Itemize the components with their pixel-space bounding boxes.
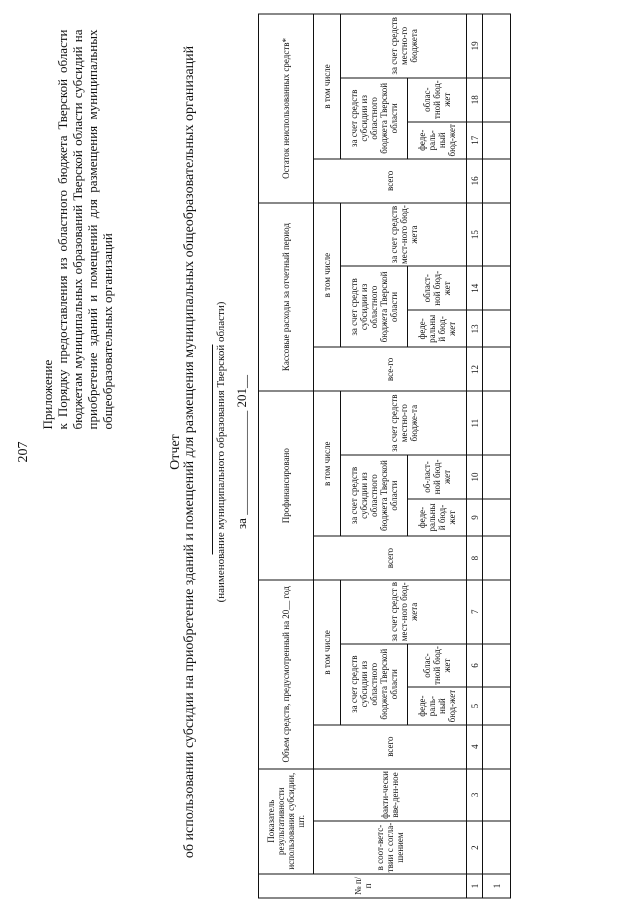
header-remainder-subsidy: за счет средств субсидии из областного бюджета Тверской области <box>341 78 408 159</box>
column-number: 4 <box>467 725 483 769</box>
header-expenses-subsidy: за счет средств субсидии из областного бюджета Тверской области <box>341 266 408 347</box>
report-subtitle: об использовании субсидии на приобретение зданий и помещений для размещения муниципальных общеобразовательных организаций <box>182 45 197 859</box>
row-number: 1 <box>483 874 511 898</box>
column-number: 18 <box>467 78 483 122</box>
header-expenses-federal: феде-ральны й бюд-жет <box>408 310 467 347</box>
municipality-caption: (наименование муниципального образования Тверской области) <box>215 301 227 603</box>
column-number: 17 <box>467 122 483 159</box>
header-volume-subsidy: за счет средств субсидии из областного бюджета Тверской области <box>341 644 408 725</box>
report-table <box>258 14 511 899</box>
column-number: 7 <box>467 580 483 644</box>
header-remainder-local: за счет средств местно-го бюджета <box>341 14 467 78</box>
header-volume-local: за счет средст в мест-ного бюд-жета <box>341 580 467 644</box>
column-number: 16 <box>467 159 483 203</box>
header-expenses-total: все-го <box>314 348 467 392</box>
data-cell <box>483 725 511 769</box>
column-number-row <box>467 14 483 898</box>
data-cell <box>483 203 511 267</box>
header-expenses-incl: в том числе <box>314 203 341 348</box>
data-cell <box>483 266 511 310</box>
column-number: 11 <box>467 391 483 455</box>
column-number: 1 <box>467 874 483 898</box>
data-cell <box>483 536 511 580</box>
header-remainder-regional: облас-тной бюд-жет <box>408 78 467 122</box>
data-cell <box>483 122 511 159</box>
header-remainder: Остаток неиспользованных средств* <box>259 14 314 203</box>
header-remainder-federal: феде-раль-ный бюд-жет <box>408 122 467 159</box>
data-cell <box>483 348 511 392</box>
header-financed-federal: феде-ральны й бюд-жет <box>408 499 467 536</box>
header-indicator: Показатель результативности использования субсидии, шт. <box>259 769 314 874</box>
municipality-fill-line <box>212 345 213 555</box>
data-cell <box>483 687 511 724</box>
report-period: за ________________ 201__ <box>234 375 249 529</box>
header-remainder-total: всего <box>314 159 467 203</box>
data-cell <box>483 580 511 644</box>
column-number: 5 <box>467 687 483 724</box>
column-number: 3 <box>467 769 483 822</box>
column-number: 12 <box>467 348 483 392</box>
header-expenses: Кассовые расходы за отчетный период <box>259 203 314 392</box>
header-financed-regional: об-ласт-ной бюд-жет <box>408 455 467 499</box>
column-number: 15 <box>467 203 483 267</box>
column-number: 9 <box>467 499 483 536</box>
header-financed: Профинансировано <box>259 391 314 580</box>
data-cell <box>483 499 511 536</box>
header-financed-local: за счет средств местно-го бюдже-та <box>341 391 467 455</box>
data-cell <box>483 14 511 78</box>
column-number: 14 <box>467 266 483 310</box>
header-expenses-local: за счет средств мест-ного бюд-жета <box>341 203 467 267</box>
report-title: Отчет <box>168 434 183 470</box>
column-number: 10 <box>467 455 483 499</box>
header-volume-incl: в том числе <box>314 580 341 725</box>
table-row <box>483 14 511 898</box>
data-cell <box>483 78 511 122</box>
header-remainder-incl: в том числе <box>314 14 341 159</box>
header-volume-federal: феде-раль-ный бюд-жет <box>408 687 467 724</box>
appendix-block <box>40 30 115 430</box>
header-financed-subsidy: за счет средств субсидии из областного бюджета Тверской области <box>341 455 408 536</box>
data-cell <box>483 310 511 347</box>
header-financed-total: всего <box>314 536 467 580</box>
data-cell <box>483 391 511 455</box>
column-number: 8 <box>467 536 483 580</box>
header-volume-regional: облас-тной бюд-жет <box>408 644 467 688</box>
column-number: 2 <box>467 821 483 874</box>
column-number: 6 <box>467 644 483 688</box>
data-cell <box>483 821 511 874</box>
header-actual: факти-чески вве-ден-ное <box>314 769 467 822</box>
column-number: 19 <box>467 14 483 78</box>
data-cell <box>483 644 511 688</box>
header-financed-incl: в том числе <box>314 391 341 536</box>
column-number: 13 <box>467 310 483 347</box>
header-num: № п/п <box>259 874 467 898</box>
data-cell <box>483 455 511 499</box>
data-cell <box>483 159 511 203</box>
header-expenses-regional: област-ной бюд-жет <box>408 266 467 310</box>
data-cell <box>483 769 511 822</box>
header-volume: Объем средств, предусмотренный на 20__ год <box>259 580 314 769</box>
header-agreement: в соот-ветс-твии с согла-шением <box>314 821 467 874</box>
appendix-title: Приложение <box>40 359 55 430</box>
page-number: 207 <box>16 441 31 463</box>
appendix-text: к Порядку предоставления из областного бюджета Тверской области бюджетам муниципальных образований Тверской области субсидий на приобретение зданий и помещений для размещения муниципальных общеобразовательных организаций <box>55 29 115 430</box>
header-volume-total: всего <box>314 725 467 769</box>
